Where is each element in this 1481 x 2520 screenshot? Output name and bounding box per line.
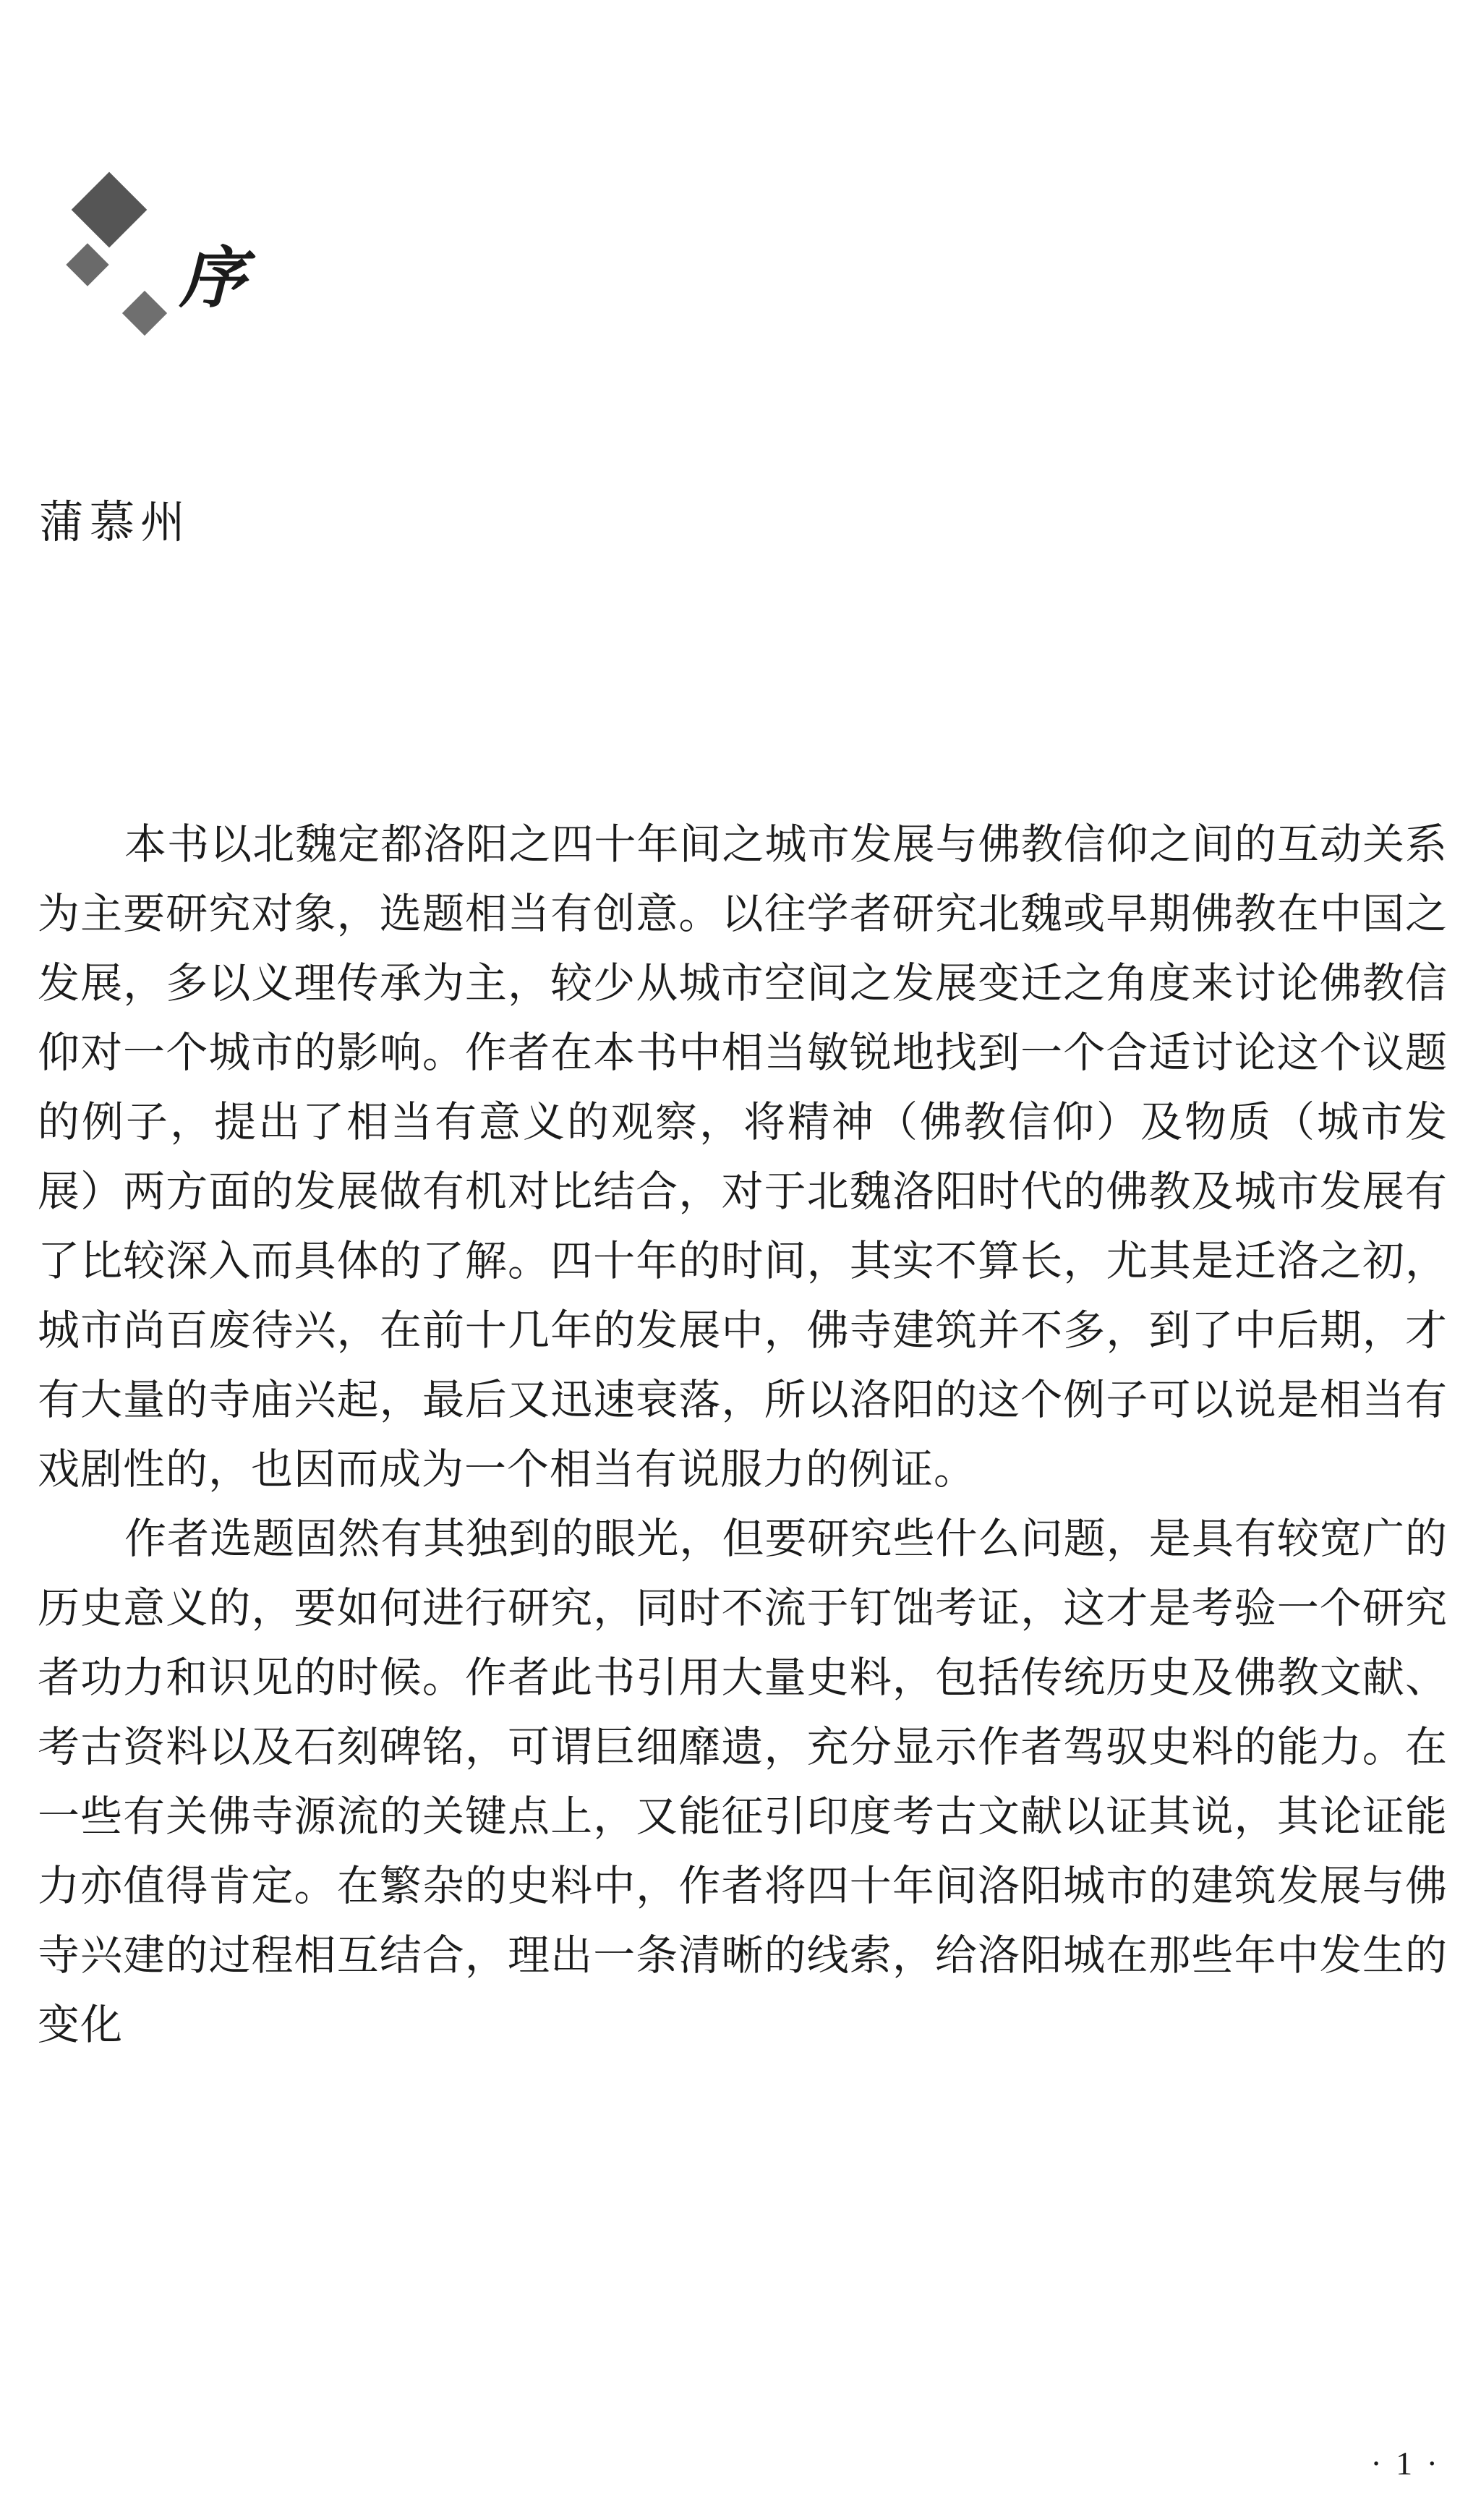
- diamond-medium-icon: [66, 243, 108, 286]
- paragraph: 作者选题固然有其独到的眼光，但要研究些什么问题，是具有较宽广的历史意义的，要如何进行研究，同时不流于钉饳考证，这才是考验一个研究者功力和识见的时候。作者此书引用大量史料，包括传统历史及佛教文献、考古资料以及石刻碑铭，可谓巨细靡遗，充分显示作者驾驭史料的能力。在一些有关佛寺源流的关键点上，又能征引印度考古文献以证其说，其论证能力亦值得肯定。在繁杂的史料中，作者将四十年间洛阳城市的建筑发展与佛寺兴建的过程相互结合，理出一条清晰的线索，给洛阳城在那些年中发生的变化: [38, 1515, 1448, 2048]
- author-name: 蒲慕州: [39, 498, 192, 548]
- body-text: [38, 810, 1448, 2060]
- diamond-small-icon: [122, 291, 167, 336]
- page-title: 序: [179, 242, 248, 315]
- chapter-heading: [38, 156, 544, 322]
- paragraph: 本书以北魏定都洛阳之四十年间之城市发展与佛教信仰之间的互动关系为主要研究对象，选题相当有创意。以往学者研究北魏或早期佛教在中国之发展，多以义理传承为主，较少从城市空间之发展变迁之角度来讨论佛教信仰对一个城市的影响。作者在本书中相当敏锐地找到一个合适讨论这个议题的例子，提出了相当有意义的观察，将精神（佛教信仰）及物质（城市发展）两方面的发展做有机对比结合，对于北魏洛阳时代的佛教及城市发展有了比较深入而具体的了解。四十年的时间，其实不算长，尤其是迁洛之初，城市尚百废待兴，在前十几年的发展中，佛寺建筑并不多，到了中后期，才有大量的寺庙兴起，最后又迅速衰落，所以洛阳的这个例子可以说是相当有戏剧性的，也因而成为一个相当有说服力的例证。: [38, 821, 1448, 1493]
- page-number: · 1 ·: [1370, 2445, 1441, 2482]
- diamond-large-icon: [72, 172, 148, 248]
